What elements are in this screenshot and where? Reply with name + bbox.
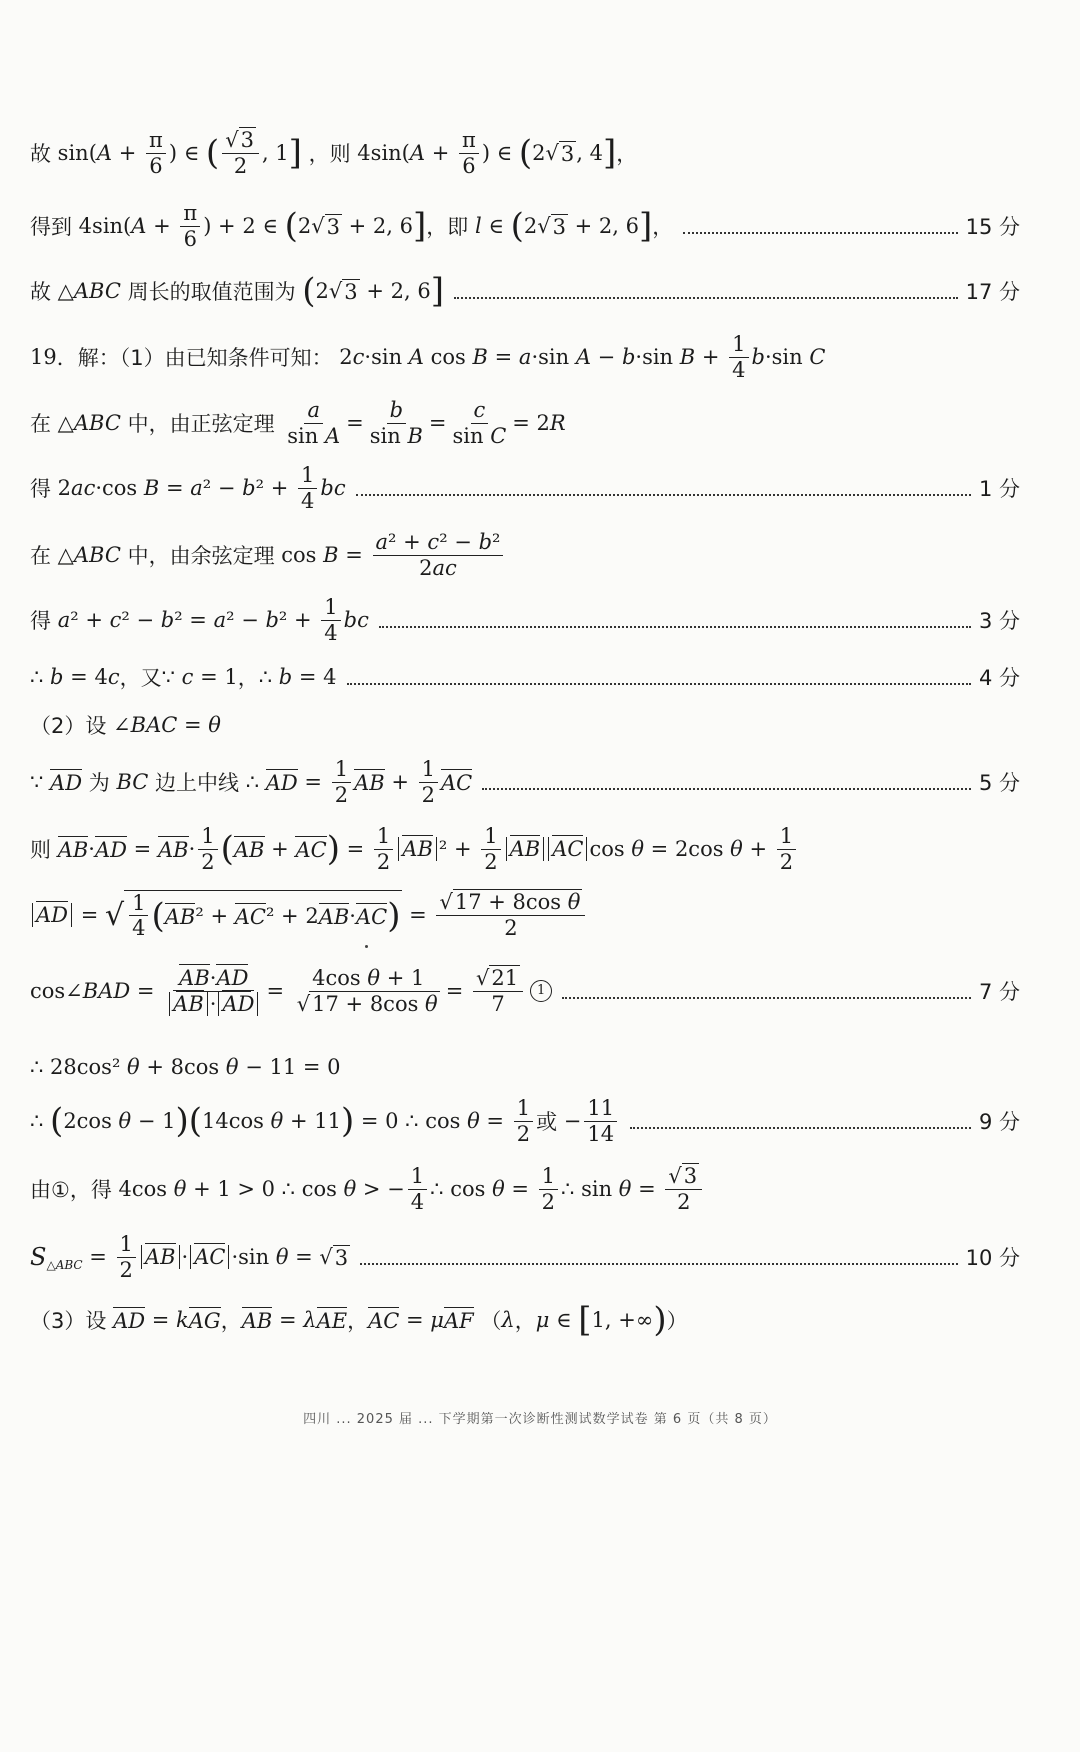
score-label: 5 分 (978, 771, 1020, 795)
dot-leader (379, 626, 971, 628)
dot-leader (630, 1127, 971, 1129)
solution-line (30, 754, 1020, 810)
math-render: ∴ ( 2cos θ − 1 ) ( 14cos θ + 11 ) = 0 ∴ cos θ = $\frac{1}{2}$ 或 − $\frac{11}{14}$ (30, 1096, 620, 1145)
solution-line (30, 524, 1020, 586)
math-render: 得到 4sin( A + $\frac{\pi}{6}$ ) + 2 ∈ ( 2√ 3 + 2, 6 ] ，即 l ∈ ( 2√ 3 + 2, 6 ] ， (30, 201, 674, 251)
dot-leader (482, 788, 971, 790)
score-label: 1 分 (978, 477, 1020, 501)
score-label: 15 分 (965, 215, 1020, 239)
math-render: 19 ．解：（1）由已知条件可知： 2 c ·sin A cos B = a ·sin A − b ·sin B + $\frac{1}{4}$ b ·sin C (30, 332, 826, 382)
solution-line (30, 268, 1020, 314)
math-render: 故 △ ABC 周长的取值范围为 ( 2√ 3 + 2, 6 ] (30, 271, 444, 311)
solution-line (30, 328, 1020, 386)
score-label: 3 分 (978, 609, 1020, 633)
solution-line (30, 196, 1020, 256)
math-render: cos∠ BAD = $\frac{AB\cdot AD}{AB \cdot AD}$ = $\frac{\text{4cos θ + 1}}{\text{√17 + 8cos θ}}$ = $\frac{√21}{7}$ 1 (30, 966, 552, 1015)
solution-line (30, 1092, 1020, 1150)
score-label: 7 分 (978, 980, 1020, 1004)
math-render: ∵ AD 为 BC 边上中线 ∴ AD = $\frac{1}{2}$ AB + $\frac{1}{2}$ AC (30, 757, 473, 807)
score-label: 10 分 (965, 1246, 1020, 1270)
solution-line (30, 708, 1020, 742)
solution-line (30, 660, 1020, 694)
solution-line (30, 1158, 1020, 1220)
math-render: 在 △ ABC 中，由正弦定理 $\frac{a}{\text{sin A}}$ = $\frac{b}{\text{sin B}}$ = $\frac{c}{\text{sin C}}$ = 2 R (30, 398, 566, 448)
math-render: （2）设 ∠ BAC = θ (30, 713, 221, 738)
math-render: （3）设 AD = k AG ， AB = λ AE ， AC = μ AF （ λ ， μ ∈ [ 1, +∞ ) ） (30, 1300, 688, 1340)
math-render: AD = √ $\frac{1}{4}$ ( AB ² + AC ² + 2 AB · AC ) = $\frac{\text{√17 + 8cos θ}}{2}$ (30, 890, 588, 940)
dot-leader (360, 1263, 957, 1265)
math-render: 得 a ² + c ² − b ² = a ² − b ² + $\frac{1}{4}$ bc (30, 595, 369, 645)
math-render: ∴ b = 4 c ，又 ∵ c = 1 ， ∴ b = 4 (30, 665, 337, 690)
math-render: 在 △ ABC 中，由余弦定理 cos B = $\frac{\text{a² + c² − b²}}{2ac}$ (30, 530, 506, 579)
dot-leader (454, 297, 958, 299)
solution-line (30, 1050, 1020, 1084)
score-label: 17 分 (965, 280, 1020, 304)
math-render: S △ABC = $\frac{1}{2}$ AB · AC ·sin θ = √ 3 (30, 1232, 349, 1282)
dot-leader (356, 494, 971, 496)
solution-line (30, 818, 1020, 880)
dot-leader (562, 997, 971, 999)
solution-line (30, 956, 1020, 1026)
solution-line (30, 392, 1020, 454)
math-render: 得 2 ac ·cos B = a ² − b ² + $\frac{1}{4}$ bc (30, 463, 346, 513)
score-label: 4 分 (978, 666, 1020, 690)
dot-leader (683, 232, 957, 234)
page-footer: 四川 ... 2025 届 ... 下学期第一次诊断性测试数学试卷 第 6 页（共 8 页） (303, 1412, 777, 1427)
math-render: 则 AB · AD = AB · $\frac{1}{2}$ ( AB + AC ) = $\frac{1}{2}$ AB ² + $\frac{1}{2}$ AB AC cos θ = 2cos θ + $\frac{1}{2}$ (30, 824, 799, 873)
math-render: ∴ 28cos² θ + 8cos θ − 11 = 0 (30, 1055, 341, 1079)
solution-line (30, 118, 1020, 188)
solution-line (30, 1226, 1020, 1288)
math-render: 由①，得 4cos θ + 1 > 0 ∴ cos θ > − $\frac{1}{4}$ ∴ cos θ = $\frac{1}{2}$ ∴ sin θ = $\frac{√3}{2}$ (30, 1164, 705, 1213)
math-render: 故 sin( A + $\frac{\pi}{6}$ ) ∈ ( $\frac{√3}{2}$ , 1 ] ，则 4sin( A + $\frac{\pi}{6}$ ) ∈ ( 2√ 3 , 4 ] ， (30, 128, 638, 178)
score-label: 9 分 (978, 1110, 1020, 1134)
solution-line (30, 1300, 1020, 1340)
solution-line (30, 592, 1020, 648)
dot-leader (347, 683, 971, 685)
scan-speck (365, 945, 368, 948)
solution-line (30, 460, 1020, 516)
solution-line (30, 882, 1020, 948)
